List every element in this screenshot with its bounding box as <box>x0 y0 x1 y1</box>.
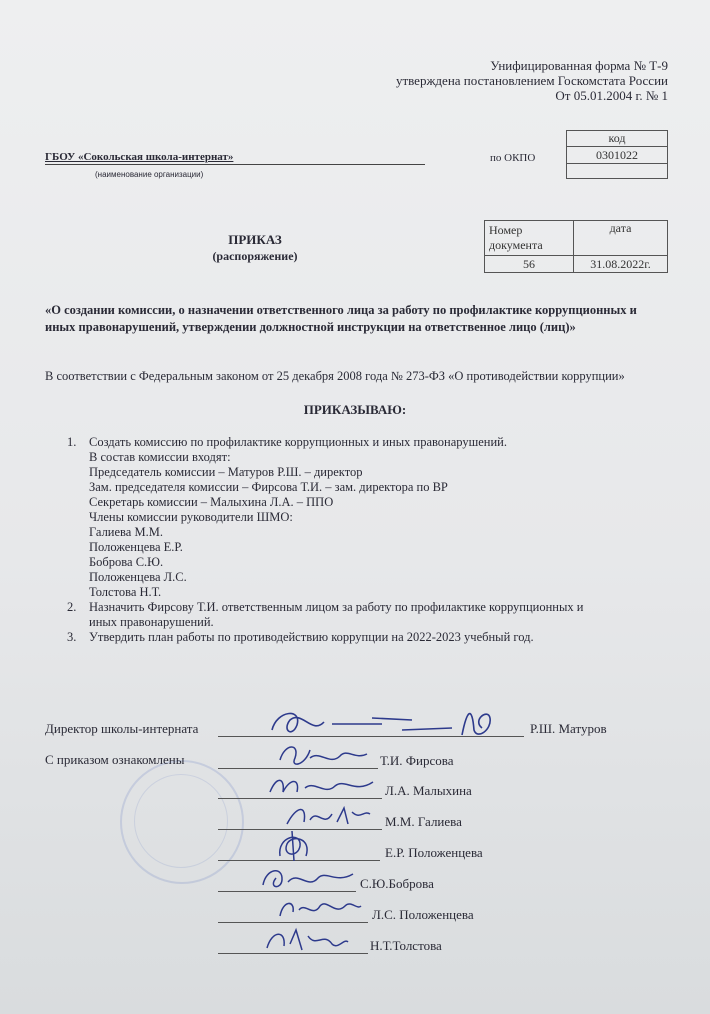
signatory-name: Е.Р. Положенцева <box>385 845 483 860</box>
signature-malykhina <box>265 770 380 802</box>
item-line: Толстова Н.Т. <box>89 585 162 599</box>
item-line: Положенцева Е.Р. <box>89 540 183 554</box>
item-number: 1. <box>67 435 77 449</box>
code-empty-cell <box>567 164 668 179</box>
item-line: Зам. председателя комиссии – Фирсова Т.И. – зам. директора по ВР <box>89 480 448 494</box>
order-word: ПРИКАЗЫВАЮ: <box>303 402 407 417</box>
doc-number: 56 <box>485 256 574 273</box>
item-number: 3. <box>67 630 77 644</box>
item-line: Назначить Фирсову Т.И. ответственным лицом за работу по профилактике коррупционных и <box>89 600 584 614</box>
organization-underline <box>45 164 425 165</box>
signatory-name: С.Ю.Боброва <box>360 876 434 891</box>
item-line: Положенцева Л.С. <box>89 570 187 584</box>
signature-tolstova <box>262 924 352 958</box>
signatory-name: Л.С. Положенцева <box>372 907 474 922</box>
item-number: 2. <box>67 600 77 614</box>
document-number-table <box>484 220 668 273</box>
title-order: ПРИКАЗ <box>228 232 282 247</box>
item-line: Галиева М.М. <box>89 525 163 539</box>
director-name: Р.Ш. Матуров <box>530 721 607 736</box>
item-line: Члены комиссии руководители ШМО: <box>89 510 293 524</box>
item-line: иных правонарушений. <box>89 615 214 629</box>
item-line: Создать комиссию по профилактике коррупционных и иных правонарушений. <box>89 435 507 449</box>
signature-bobrova <box>258 860 358 894</box>
director-label: Директор школы-интерната <box>45 721 199 736</box>
order-item-3 <box>67 630 583 645</box>
doc-number-header: Номер документа <box>485 221 574 256</box>
form-header <box>396 58 668 103</box>
doc-date-header: дата <box>574 221 668 256</box>
organization-caption: (наименование организации) <box>95 170 204 179</box>
form-header-line1: Унифицированная форма № Т-9 <box>490 58 668 73</box>
organization-name: ГБОУ «Сокольская школа-интернат» <box>45 151 234 163</box>
signatory-name: Т.И. Фирсова <box>380 753 454 768</box>
code-header: код <box>567 131 668 147</box>
item-line: Секретарь комиссии – Малыхина Л.А. – ППО <box>89 495 334 509</box>
document-title <box>195 232 315 264</box>
signatory-name: Н.Т.Толстова <box>370 938 442 953</box>
form-header-line3: От 05.01.2004 г. № 1 <box>555 88 668 103</box>
legal-basis: В соответствии с Федеральным законом от 25 декабря 2008 года № 273-ФЗ «О противодействии коррупции» <box>45 369 625 383</box>
code-table <box>566 130 668 179</box>
title-subtitle: (распоряжение) <box>212 249 298 263</box>
order-item-1 <box>67 435 583 600</box>
item-line: Утвердить план работы по противодействию коррупции на 2022-2023 учебный год. <box>89 630 534 644</box>
item-line: В состав комиссии входят: <box>89 450 231 464</box>
okpo-code: 0301022 <box>567 147 668 164</box>
acquainted-label: С приказом ознакомлены <box>45 752 185 767</box>
order-items <box>67 435 583 645</box>
order-subject: «О создании комиссии, о назначении ответственного лица за работу по профилактике коррупционных и иных правонарушений, утверждении должностной инструкции на ответственное лицо (лиц)» <box>45 303 637 334</box>
order-item-2 <box>67 600 583 630</box>
item-line: Председатель комиссии – Матуров Р.Ш. – директор <box>89 465 363 479</box>
signature-polozhentseva-ls <box>275 894 365 926</box>
item-line: Боброва С.Ю. <box>89 555 164 569</box>
school-stamp-inner <box>134 774 228 868</box>
signatory-name: Л.А. Малыхина <box>385 783 472 798</box>
doc-date: 31.08.2022г. <box>574 256 668 273</box>
signature-firsova <box>275 738 375 772</box>
signatory-name: М.М. Галиева <box>385 814 462 829</box>
okpo-label: по ОКПО <box>490 152 536 164</box>
form-header-line2: утверждена постановлением Госкомстата России <box>395 73 668 88</box>
